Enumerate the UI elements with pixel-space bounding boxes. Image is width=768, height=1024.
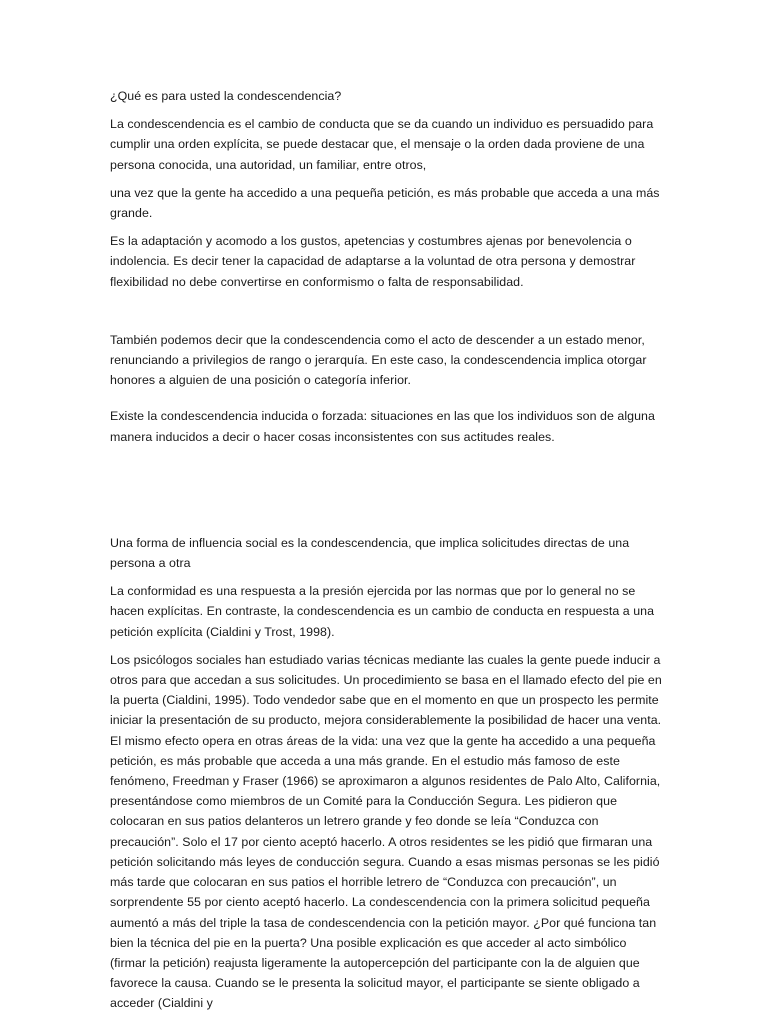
paragraph-small-request: una vez que la gente ha accedido a una pequeña petición, es más probable que acceda a una más grande.	[110, 185, 660, 221]
paragraph-induced: Existe la condescendencia inducida o forzada: situaciones en las que los individuos son de alguna manera inducidos a decir o hacer cosas inconsistentes con sus actitudes reales.	[110, 409, 655, 444]
paragraph-conformity: La conformidad es una respuesta a la presión ejercida por las normas que por lo general no se hacen explícitas. En contraste, la condescendencia es un cambio de conducta en respuesta a una petición explícita (Cialdini y Trost, 1998).	[110, 584, 655, 639]
paragraph-foot-in-door: Los psicólogos sociales han estudiado varias técnicas mediante las cuales la gente puede inducir a otros para que accedan a sus solicitudes. Un procedimiento se basa en el llamado efecto del pie en la puerta (Cialdini, 1995). Todo vendedor sabe que en el momento en que un prospecto les permite iniciar la presentación de su producto, mejora considerablemente la posibilidad de hacer una venta. El mismo efecto opera en otras áreas de la vida: una vez que la gente ha accedido a una pequeña petición, es más probable que acceda a una más grande. En el estudio más famoso de este fenómeno, Freedman y Fraser (1966) se aproximaron a algunos residentes de Palo Alto, California, presentándose como miembros de un Comité para la Conducción Segura. Les pidieron que colocaran en sus patios delanteros un letrero grande y feo donde se leía “Conduzca con precaución”. Solo el 17 por ciento aceptó hacerlo. A otros residentes se les pidió que firmaran una petición solicitando más leyes de conducción segura. Cuando a esas mismas personas se les pidió más tarde que colocaran en sus patios el horrible letrero de “Conduzca con precaución”, un sorprendente 55 por ciento aceptó hacerlo. La condescendencia con la primera solicitud pequeña aumentó a más del triple la tasa de condescendencia con la petición mayor. ¿Por qué funciona tan bien la técnica del pie en la puerta? Una posible explicación es que acceder al acto simbólico (firmar la petición) reajusta ligeramente la autopercepción del participante con la de alguien que favorece la causa. Cuando se le presenta la solicitud mayor, el participante se siente obligado a acceder (Cialdini y	[110, 652, 662, 1011]
paragraph-descend: También podemos decir que la condescendencia como el acto de descender a un estado menor, renunciando a privilegios de rango o jerarquía. En este caso, la condescendencia implica otorgar honores a alguien de una posición o categoría inferior.	[110, 332, 647, 388]
document-question: ¿Qué es para usted la condescendencia?	[110, 89, 342, 103]
document-page	[110, 86, 662, 1014]
paragraph-adaptation: Es la adaptación y acomodo a los gustos, apetencias y costumbres ajenas por benevolencia o indolencia. Es decir tener la capacidad de adaptarse a la voluntad de otra persona y demostrar flexibilidad no debe convertirse en conformismo o falta de responsabilidad.	[110, 234, 636, 289]
paragraph-definition: La condescendencia es el cambio de conducta que se da cuando un individuo es persuadido para cumplir una orden explícita, se puede destacar que, el mensaje o la orden dada proviene de una persona conocida, una autoridad, un familiar, entre otros,	[110, 117, 654, 172]
paragraph-social-influence: Una forma de influencia social es la condescendencia, que implica solicitudes directas de una persona a otra	[110, 535, 630, 571]
